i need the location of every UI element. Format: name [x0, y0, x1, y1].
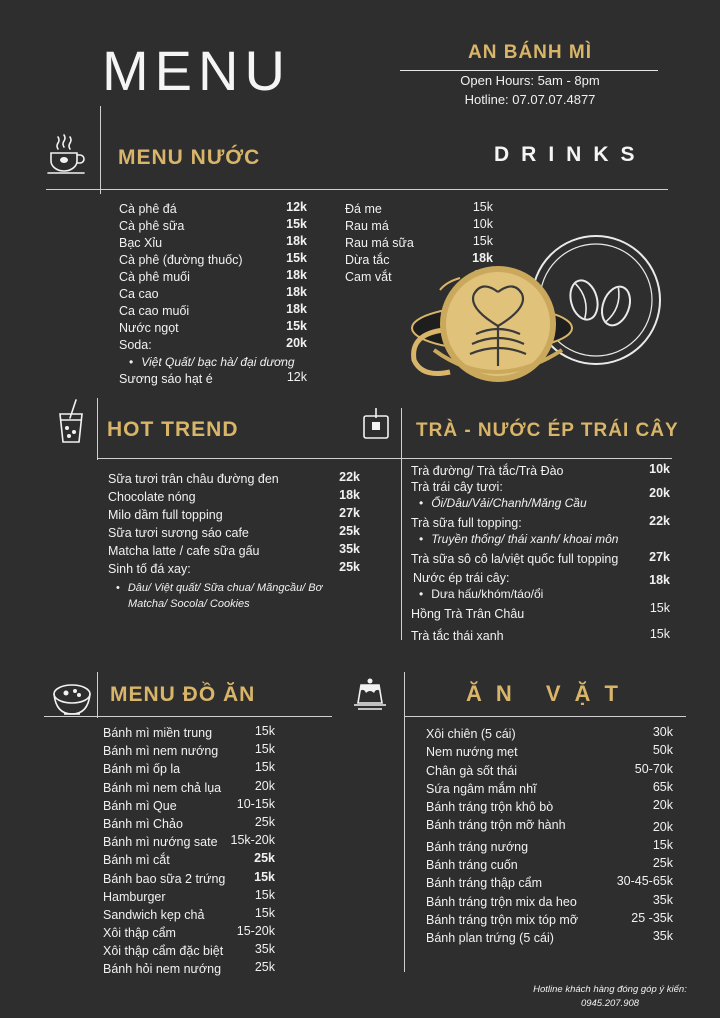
list-item: Trà tắc thái xanh 15k: [411, 627, 670, 643]
list-item: Bánh tráng trộn mix da heo 35k: [426, 892, 673, 909]
coffee-cup-icon: [46, 133, 86, 177]
header-divider: [400, 70, 658, 71]
list-item: Sandwich kẹp chả 15k: [103, 905, 275, 922]
milk-tea-note: • Truyền thống/ thái xanh/ khoai môn: [411, 530, 670, 550]
list-item: Bánh mì Chảo 25k: [103, 814, 275, 831]
list-item: Nước ép trái cây: 18k: [413, 571, 670, 587]
noodle-bowl-icon: [50, 680, 94, 718]
drinks-horizontal-divider: [46, 189, 668, 190]
list-item: Chocolate nóng 18k: [108, 488, 360, 504]
list-item: Chân gà sốt thái 50-70k: [426, 761, 673, 778]
list-item: Trà sữa sô cô la/việt quốc full topping 27k: [411, 550, 670, 566]
list-item: Sứa ngâm mắm nhĩ 65k: [426, 779, 673, 796]
list-item: Bánh tráng thập cẩm 30-45-65k: [426, 874, 673, 891]
list-item: Bánh mì cắt 25k: [103, 851, 275, 868]
iced-drink-icon: [56, 398, 86, 446]
list-item: Bánh tráng nướng 15k: [426, 837, 673, 854]
tea-list: [411, 462, 670, 643]
list-item: Rau má sữa 15k: [345, 234, 493, 250]
list-item: Cà phê đá 12k: [119, 200, 307, 216]
snacks-list: [426, 725, 673, 948]
list-item: Bánh tráng cuốn 25k: [426, 856, 673, 873]
list-item: Sương sáo hạt é 12k: [119, 370, 307, 386]
list-item: Cà phê sữa 15k: [119, 217, 307, 233]
drinks-english-label: DRINKS: [494, 143, 647, 166]
pudding-icon: [352, 677, 388, 711]
list-item: Bánh tráng trộn khô bò 20k: [426, 798, 673, 815]
hot-trend-horizontal-divider: [97, 458, 672, 459]
list-item: Cà phê (đường thuốc) 15k: [119, 251, 307, 267]
list-item: Xôi thập cẩm đặc biệt 35k: [103, 942, 275, 959]
list-item: Bánh mì Que 10-15k: [103, 796, 275, 813]
snacks-horizontal-divider: [404, 716, 686, 717]
drinks-section-title: MENU NƯỚC: [118, 146, 261, 169]
tea-vertical-divider: [401, 408, 402, 640]
hot-trend-section-title: HOT TREND: [107, 418, 239, 441]
list-item: Đá me 15k: [345, 200, 493, 216]
list-item: Bánh tráng trộn mix tóp mỡ 25 -35k: [426, 910, 673, 927]
food-vertical-divider: [97, 672, 98, 718]
food-list: [103, 724, 275, 979]
juice-note: • Dưa hấu/khóm/táo/ổi: [411, 585, 670, 605]
list-item: Cà phê muối 18k: [119, 268, 307, 284]
list-item: Trà trái cây tươi: 20k: [411, 480, 670, 500]
list-item: Trà đường/ Trà tắc/Trà Đào 10k: [411, 462, 670, 478]
hotline: Hotline: 07.07.07.4877: [464, 92, 596, 107]
shop-name: AN BÁNH MÌ: [468, 42, 592, 63]
list-item: Xôi chiên (5 cái) 30k: [426, 725, 673, 741]
smoothie-note: • Dâu/ Việt quất/ Sữa chua/ Mãngcầu/ Bơ: [108, 578, 360, 594]
open-hours: Open Hours: 5am - 8pm: [460, 73, 600, 88]
hot-trend-vertical-divider: [97, 398, 98, 460]
list-item: Xôi thập cẩm 15-20k: [103, 924, 275, 941]
list-item: Bánh hỏi nem nướng 25k: [103, 960, 275, 977]
soda-note: • Việt Quất/ bạc hà/ đại dương: [119, 353, 307, 370]
list-item: Bánh bao sữa 2 trứng 15k: [103, 869, 275, 886]
list-item: Dừa tắc 18k: [345, 251, 493, 267]
list-item: Nước ngọt 15k: [119, 319, 307, 335]
tea-bag-icon: [362, 408, 390, 440]
list-item: Bánh tráng trộn mỡ hành 20k: [426, 818, 673, 835]
list-item: Nem nướng mẹt 50k: [426, 743, 673, 760]
list-item: Milo dầm full topping 27k: [108, 506, 360, 522]
latte-art-illustration: [404, 230, 684, 400]
list-item: Bánh mì ốp la 15k: [103, 760, 275, 777]
list-item: Bánh plan trứng (5 cái) 35k: [426, 929, 673, 946]
list-item: Matcha latte / cafe sữa gấu 35k: [108, 542, 360, 558]
coffee-beans-illustration: [566, 277, 635, 329]
list-item: Bánh mì miền trung 15k: [103, 724, 275, 740]
fruit-tea-note: • Ổi/Dâu/Vải/Chanh/Măng Cầu: [411, 494, 670, 514]
list-item: Ca cao muối 18k: [119, 302, 307, 318]
list-item: Sữa tươi trân châu đường đen 22k: [108, 470, 360, 486]
list-item: Bạc Xỉu 18k: [119, 234, 307, 250]
tea-section-title: TRÀ - NƯỚC ÉP TRÁI CÂY: [416, 420, 679, 441]
feedback-hotline-number: 0945.207.908: [580, 998, 640, 1009]
drinks-vertical-divider: [100, 106, 101, 194]
hot-trend-list: [108, 470, 360, 610]
food-horizontal-divider: [44, 716, 332, 717]
page-title: MENU: [102, 39, 291, 102]
snacks-section-title: ĂN VẶT: [466, 681, 632, 706]
list-item: Rau má 10k: [345, 217, 493, 233]
list-item: Bánh mì nem nướng 15k: [103, 742, 275, 759]
list-item: Sinh tố đá xay: 25k: [108, 560, 360, 576]
list-item: Sữa tươi sương sáo cafe 25k: [108, 524, 360, 540]
snacks-vertical-divider: [404, 672, 405, 972]
drinks-column-1: [119, 200, 307, 387]
list-item: Bánh mì nem chả lụa 20k: [103, 778, 275, 795]
list-item: Cam vắt: [345, 270, 392, 284]
feedback-hotline-label: Hotline khách hàng đóng góp ý kiến:: [533, 984, 687, 995]
list-item: Bánh mì nướng sate 15k-20k: [103, 833, 275, 850]
list-item: Hồng Trà Trân Châu 15k: [411, 601, 670, 621]
food-section-title: MENU ĐỒ ĂN: [110, 683, 256, 706]
list-item: Hamburger 15k: [103, 887, 275, 904]
smoothie-note-continued: Matcha/ Socola/ Cookies: [128, 598, 250, 610]
list-item: Trà sữa full topping: 22k: [411, 514, 670, 530]
list-item: Soda: 20k: [119, 336, 307, 352]
list-item: Ca cao 18k: [119, 285, 307, 301]
